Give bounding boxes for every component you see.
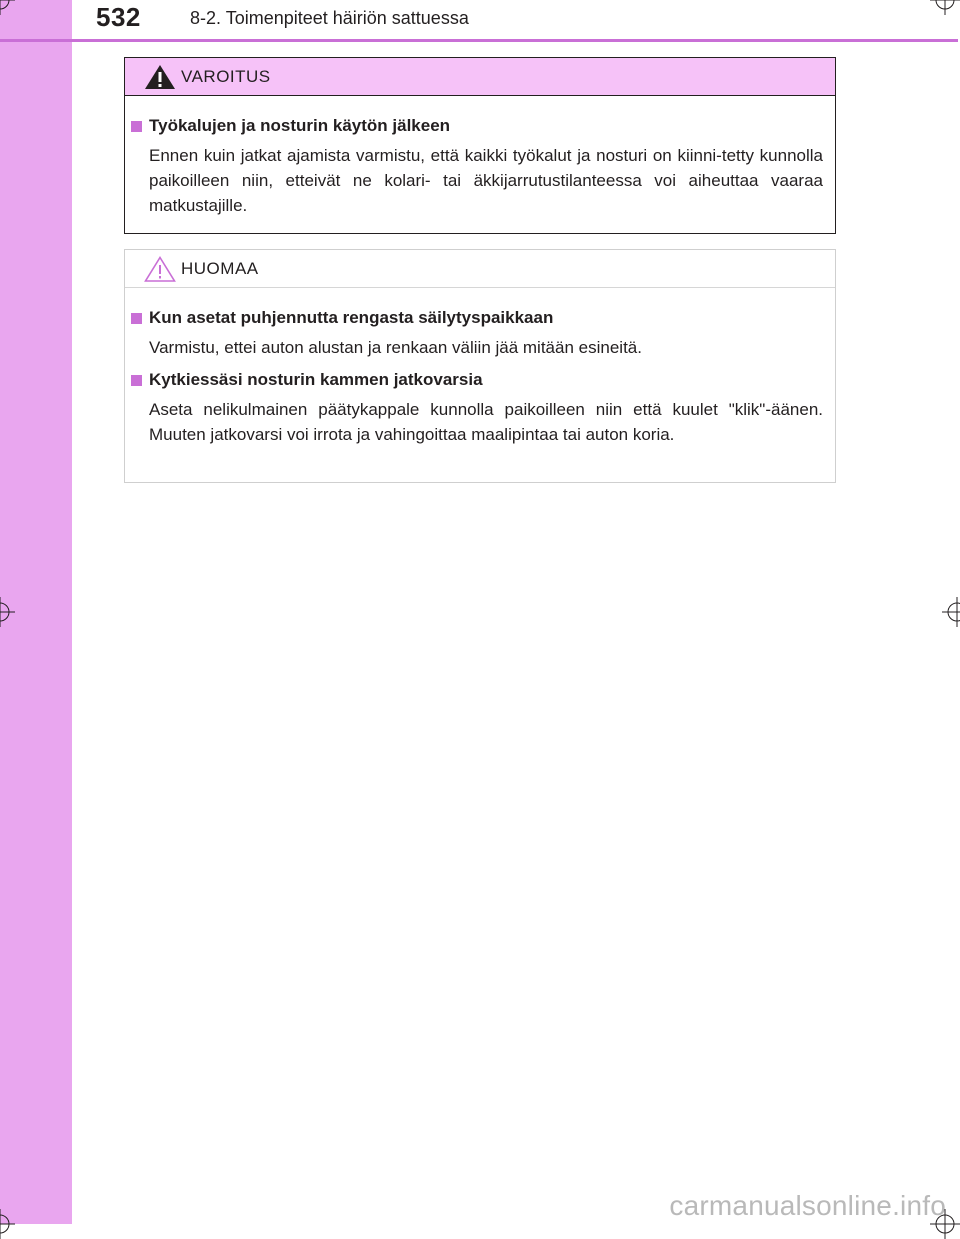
registration-mark-icon bbox=[0, 1209, 15, 1239]
notice-item bbox=[131, 368, 823, 447]
watermark: carmanualsonline.info bbox=[669, 1190, 946, 1221]
notice-item-heading-text: Kytkiessäsi nosturin kammen jatkovarsia bbox=[149, 370, 483, 389]
notice-box bbox=[124, 249, 836, 483]
warning-box-header bbox=[125, 58, 835, 96]
registration-mark-icon bbox=[0, 597, 15, 627]
warning-box-body bbox=[125, 96, 835, 218]
registration-mark-icon bbox=[942, 597, 960, 627]
bullet-square-icon bbox=[131, 313, 142, 324]
notice-item-text: Varmistu, ettei auton alustan ja renkaan väliin jää mitään esineitä. bbox=[149, 338, 642, 357]
warning-item bbox=[131, 114, 823, 218]
notice-item-heading-text: Kun asetat puhjennutta rengasta säilytyspaikkaan bbox=[149, 308, 554, 327]
warning-triangle-icon bbox=[143, 63, 177, 91]
warning-item-text: Ennen kuin jatkat ajamista varmistu, että kaikki työkalut ja nosturi on kiinni-tetty kunnolla paikoilleen niin, etteivät ne kolari- tai äkkijarrutustilanteessa voi aiheuttaa vaaraa matkustajille. bbox=[149, 146, 823, 215]
notice-box-header bbox=[125, 250, 835, 288]
section-title: 8-2. Toimenpiteet häiriön sattuessa bbox=[190, 8, 469, 28]
registration-mark-icon bbox=[0, 0, 15, 15]
page-number: 532 bbox=[96, 2, 141, 32]
header-rule bbox=[0, 39, 958, 42]
notice-item-heading bbox=[131, 368, 823, 392]
bullet-square-icon bbox=[131, 121, 142, 132]
bullet-square-icon bbox=[131, 375, 142, 386]
warning-item-heading-text: Työkalujen ja nosturin käytön jälkeen bbox=[149, 116, 451, 135]
warning-box bbox=[124, 57, 836, 234]
caution-triangle-outline-icon bbox=[143, 255, 177, 283]
notice-box-body bbox=[125, 288, 835, 447]
notice-item-text: Aseta nelikulmainen päätykappale kunnolla paikoilleen niin että kuulet "klik"-äänen. Muuten jatkovarsi voi irrota ja vahingoittaa maalipintaa tai auton koria. bbox=[149, 400, 823, 444]
notice-item-heading bbox=[131, 306, 823, 330]
warning-item-heading bbox=[131, 114, 823, 138]
registration-mark-icon bbox=[930, 0, 960, 15]
warning-box-title: VAROITUS bbox=[181, 67, 271, 86]
notice-box-title: HUOMAA bbox=[181, 259, 259, 278]
notice-item bbox=[131, 306, 823, 360]
